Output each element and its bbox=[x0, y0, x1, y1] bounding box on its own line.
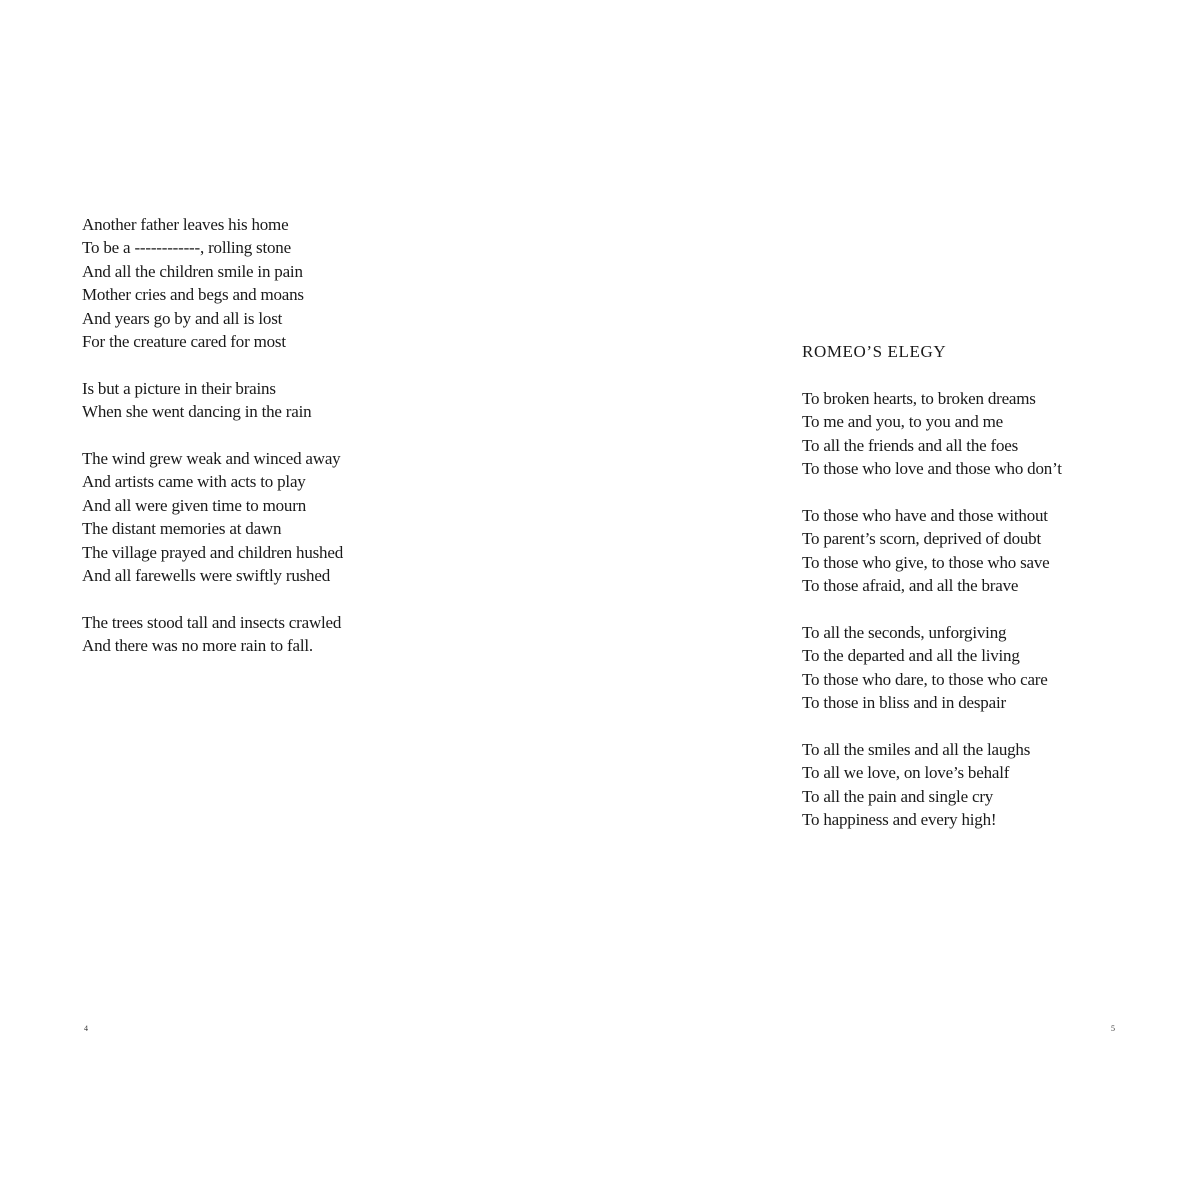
page-number-right: 5 bbox=[1111, 1024, 1115, 1033]
poem-line: Mother cries and begs and moans bbox=[82, 285, 304, 305]
poem-line: To those who have and those without bbox=[802, 506, 1048, 526]
poem-line: To those who love and those who don’t bbox=[802, 459, 1062, 479]
page-number-left: 4 bbox=[84, 1024, 88, 1033]
poem-line: The distant memories at dawn bbox=[82, 519, 282, 539]
poem-line: To those who give, to those who save bbox=[802, 552, 1050, 572]
poem-line: To parent’s scorn, deprived of doubt bbox=[802, 529, 1041, 549]
left-poem bbox=[82, 213, 462, 658]
poem-title: ROMEO’S ELEGY bbox=[802, 342, 947, 361]
poem-line: To the departed and all the living bbox=[802, 646, 1020, 666]
poem-line: And all were given time to mourn bbox=[82, 495, 306, 515]
poem-line: For the creature cared for most bbox=[82, 332, 286, 352]
stanza bbox=[82, 213, 462, 353]
stanza bbox=[802, 504, 1182, 598]
poem-line: To broken hearts, to broken dreams bbox=[802, 389, 1036, 408]
poem-line: To those afraid, and all the brave bbox=[802, 576, 1019, 596]
stanza bbox=[802, 387, 1182, 481]
stanza bbox=[802, 738, 1182, 832]
poem-line: To all the seconds, unforgiving bbox=[802, 623, 1007, 643]
poem-line: To those who dare, to those who care bbox=[802, 669, 1048, 689]
stanza bbox=[82, 611, 462, 658]
poem-line: Is but a picture in their brains bbox=[82, 378, 276, 398]
poem-line: Another father leaves his home bbox=[82, 215, 289, 234]
poem-line: To be a ------------, rolling stone bbox=[82, 238, 291, 258]
poem-line: To me and you, to you and me bbox=[802, 412, 1003, 432]
poem-line: And years go by and all is lost bbox=[82, 308, 283, 328]
poem-line: The wind grew weak and winced away bbox=[82, 449, 341, 469]
poem-line: To all the smiles and all the laughs bbox=[802, 740, 1031, 760]
poem-line: To all the friends and all the foes bbox=[802, 435, 1019, 455]
poem-line: To those in bliss and in despair bbox=[802, 693, 1006, 713]
right-poem bbox=[802, 387, 1182, 832]
stanza bbox=[82, 447, 462, 587]
poem-line: When she went dancing in the rain bbox=[82, 402, 312, 422]
poem-line: And artists came with acts to play bbox=[82, 472, 306, 492]
poem-line: And all the children smile in pain bbox=[82, 261, 303, 281]
poem-line: The village prayed and children hushed bbox=[82, 542, 343, 562]
poem-line: The trees stood tall and insects crawled bbox=[82, 612, 342, 632]
poem-line: To happiness and every high! bbox=[802, 810, 997, 830]
stanza bbox=[82, 377, 462, 424]
poem-line: And there was no more rain to fall. bbox=[82, 636, 313, 656]
right-page bbox=[600, 0, 1200, 1200]
stanza bbox=[802, 621, 1182, 715]
poem-line: To all the pain and single cry bbox=[802, 786, 994, 806]
poem-line: To all we love, on love’s behalf bbox=[802, 763, 1010, 783]
poem-line: And all farewells were swiftly rushed bbox=[82, 566, 330, 586]
